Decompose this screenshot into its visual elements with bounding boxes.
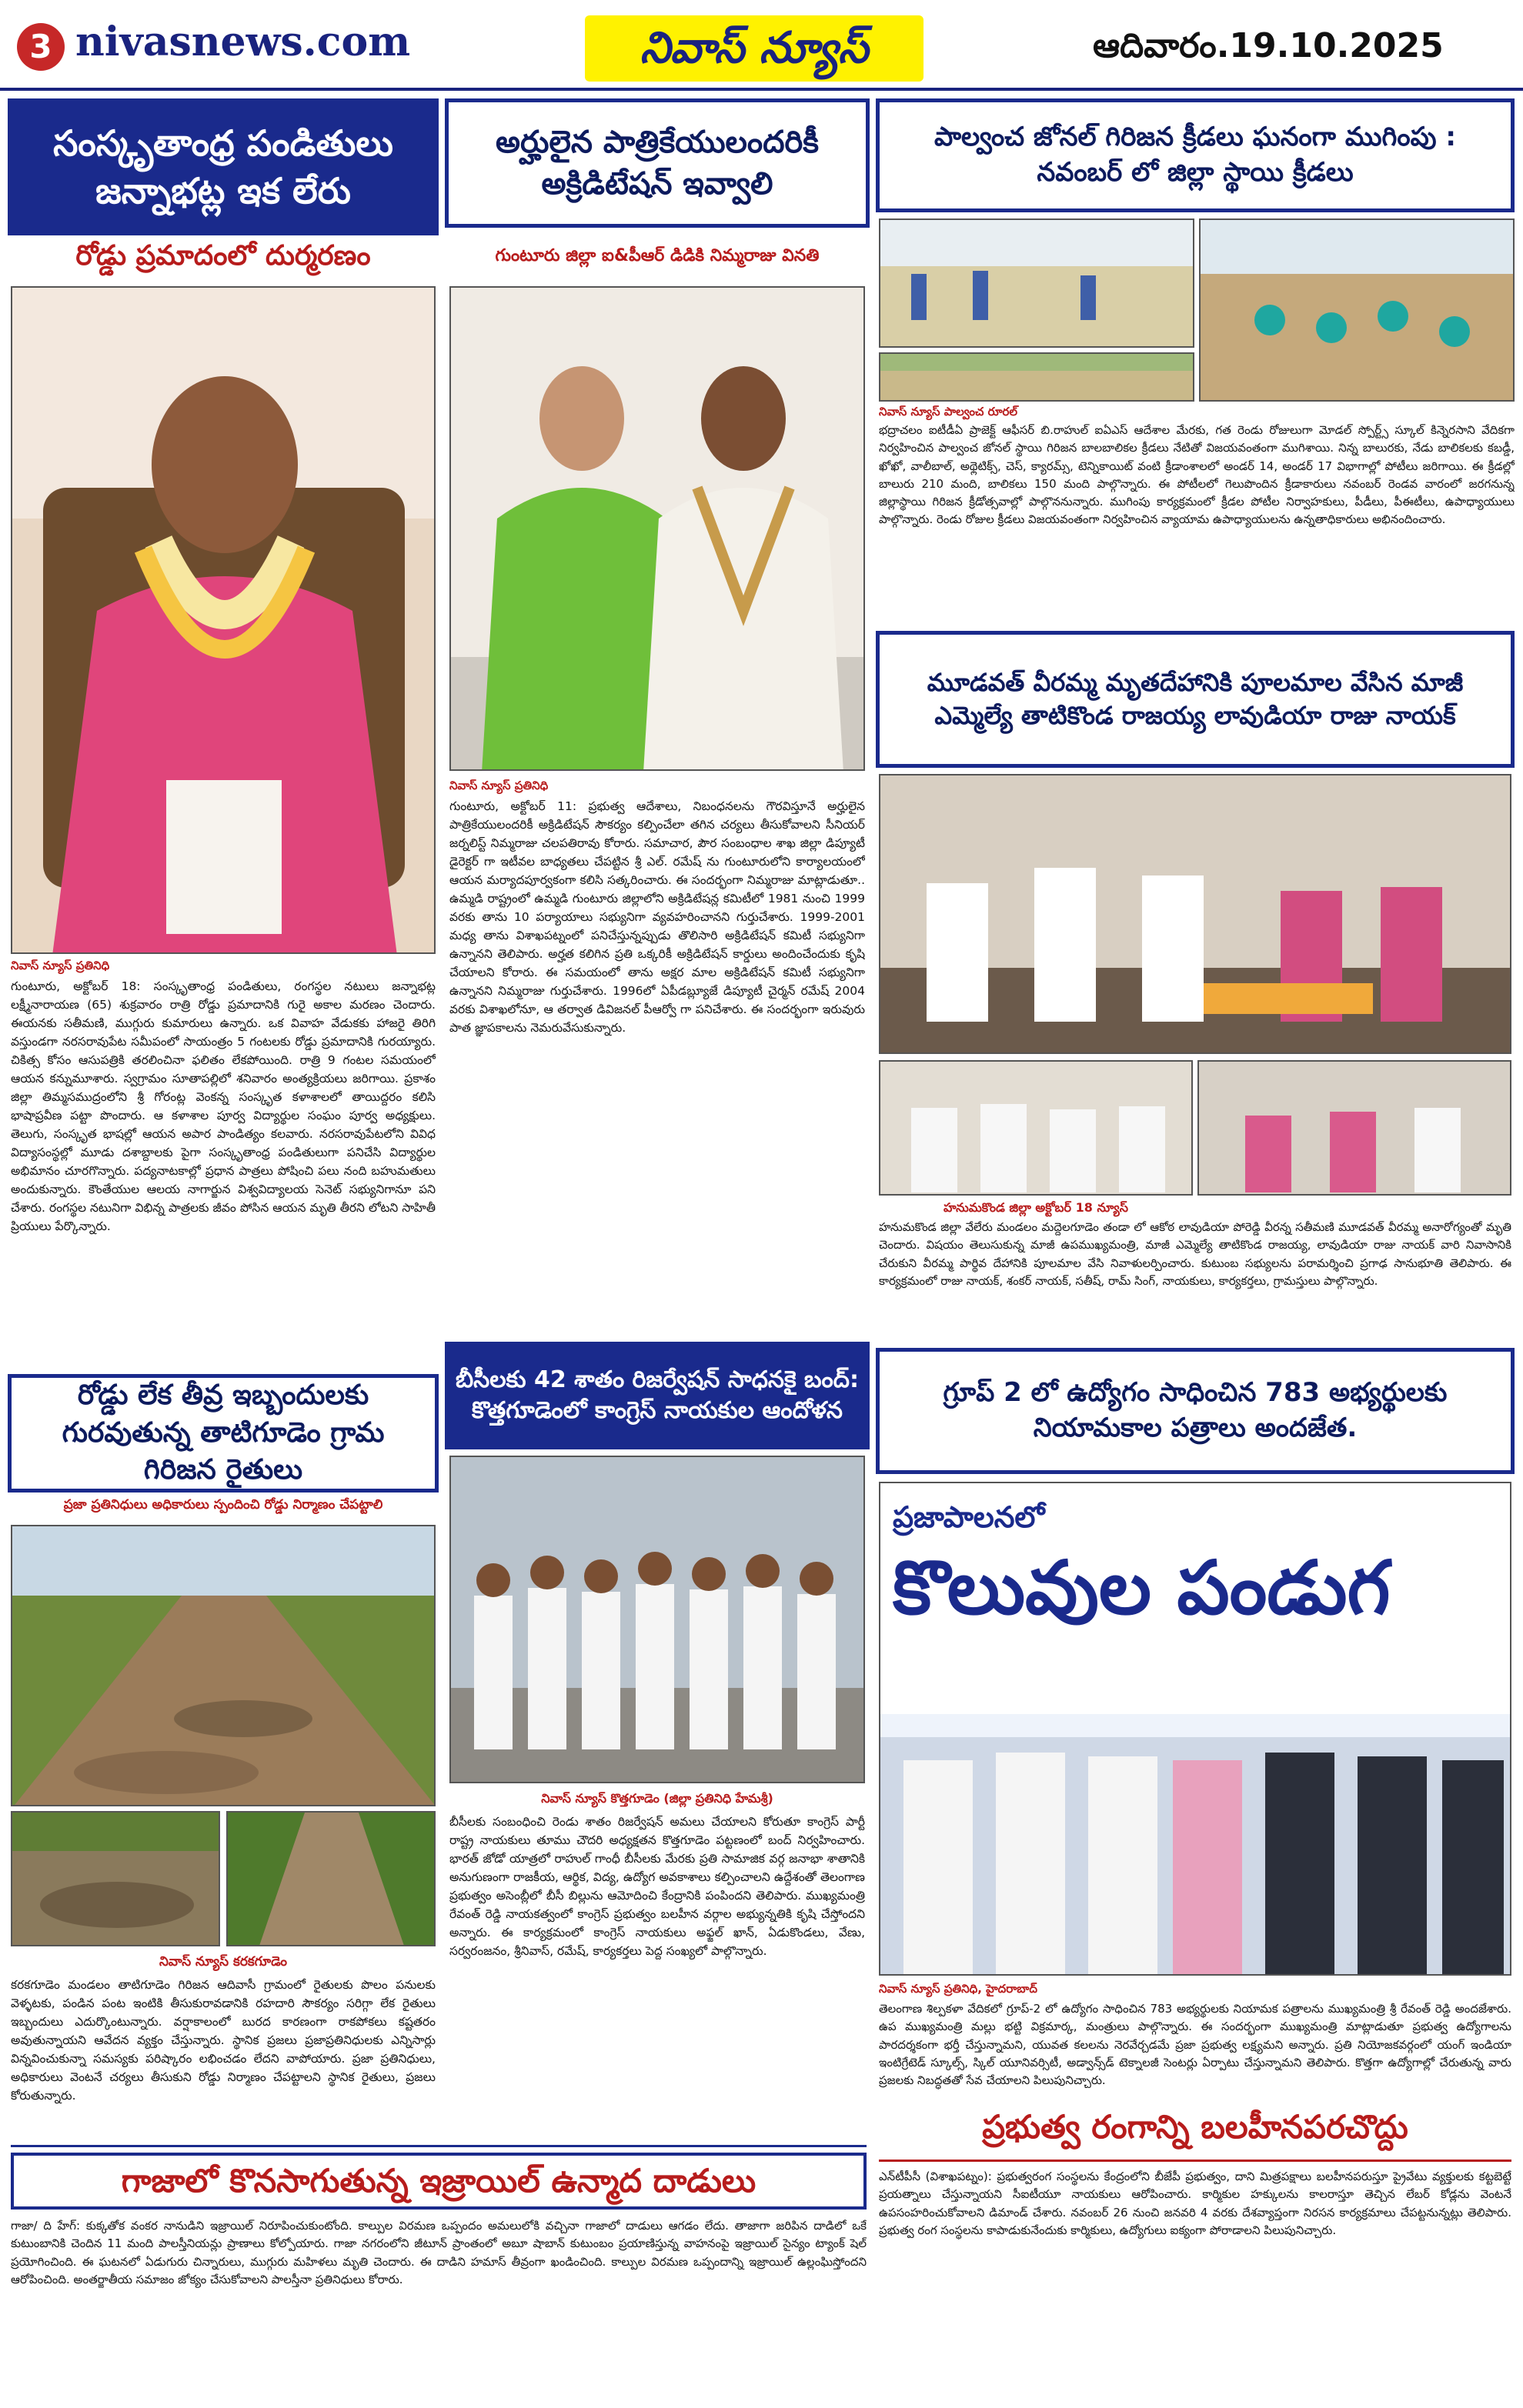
masthead — [0, 0, 1523, 91]
bottom-divider — [11, 2145, 867, 2147]
story2-meeting-photo — [449, 286, 865, 771]
story4-headline: బీసీలకు 42 శాతం రిజర్వేషన్ సాధనకై బంద్: కొత్తగూడెంలో కాంగ్రెస్ నాయకుల ఆందోళన — [445, 1342, 870, 1449]
story3-subhead: ప్రజా ప్రతినిధులు అధికారులు స్పందించి రోడ్డు నిర్మాణం చేపట్టాలి — [63, 1497, 383, 1513]
story9-headline: గాజాలో కొనసాగుతున్న ఇజ్రాయిల్ ఉన్మాద దాడులు — [11, 2153, 867, 2210]
story2-headline: అర్హులైన పాత్రికేయులందరికీ అక్రిడిటేషన్ ఇవ్వాలి — [445, 98, 870, 228]
story7-stage-banner-main: కొలువుల పండుగ — [893, 1545, 1391, 1631]
story6-gathering-photo-left — [879, 1060, 1193, 1196]
page-number-badge: 3 — [17, 23, 65, 71]
story6-body: హనుమకొండ జిల్లా వేలేరు మండలం మద్దెలగూడెం తండా లో ఆకోఠ లావుడియా పోరెడ్డి వీరన్న సతీమణి మూడవత్ వీరమ్మ అనారోగ్యంతో మృతి చెందారు. విషయం తెలుసుకున్న మాజీ ఉపముఖ్యమంత్రి, మాజీ ఎమ్మెల్యే తాటికొండ రాజయ్య, లావుడియా రాజు నాయక్ వారి నివాసానికి చేరుకుని వీరమ్మ పార్థివ దేహానికి పూలమాల వేసి నివాళులర్పించారు. కుటుంబ సభ్యులను పరామర్శించి ప్రగాఢ సానుభూతి తెలిపారు. ఈ కార్యక్రమంలో రాజు నాయక్, శంకర్ నాయక్, సతీష్, రామ్ సింగ్, నాయకులు, కార్యకర్తలు, గ్రామస్తులు పాల్గొన్నారు. — [879, 1220, 1511, 1288]
story7-headline: గ్రూప్ 2 లో ఉద్యోగం సాధించిన 783 అభ్యర్థులకు నియామకాల పత్రాలు అందజేత. — [876, 1348, 1515, 1474]
story5-body: భద్రాచలం ఐటీడీఏ ప్రాజెక్ట్ ఆఫీసర్ బి.రాహుల్ ఐఏఎస్ ఆదేశాల మేరకు, గత రెండు రోజులుగా మోడల్ స్పోర్ట్స్ స్కూల్ కిన్నెరసాని వేదికగా నిర్వహించిన పాల్వంచ జోనల్ స్థాయి గిరిజన బాలబాలికల క్రీడలు నేటితో విజయవంతంగా ముగిశాయి. నిన్న బాలురకు, నేడు బాలికలకు కబడ్డీ, ఖోఖో, వాలీబాల్, అథ్లెటిక్స్, చెస్, క్యారమ్స్, టెన్నికాయిట్ వంటి క్రీడాంశాలలో అండర్ 14, అండర్ 17 విభాగాల్లో పోటీలు జరిగాయి. ఈ క్రీడల్లో బాలురు 210 మంది, బాలికలు 150 మంది పాల్గొన్నారు. ఈ పోటీలలో గెలుపొందిన క్రీడాకారులు నవంబర్ రెండవ వారంలో జరగనున్న జిల్లాస్థాయి గిరిజన క్రీడోత్సవాల్లో పాల్గొననున్నారు. ముగింపు కార్యక్రమంలో క్రీడల పోటీల నిర్వాహకులు, పీడీలు, పీఈటీలు, ఉపాధ్యాయులు పాల్గొన్నారు. రెండు రోజుల క్రీడలు విజయవంతంగా నిర్వహించిన వ్యాయామ ఉపాధ్యాయులను ఉన్నతాధికారులు అభినందించారు. — [879, 423, 1515, 527]
story3-road-photo-right — [226, 1811, 436, 1946]
story7-stage-banner-top: ప్రజాపాలనలో — [893, 1500, 1045, 1534]
story3-mud-road-photo — [11, 1525, 436, 1806]
story8-body: ఎన్‌టీపీసీ (విశాఖపట్నం): ప్రభుత్వరంగ సంస్థలను కేంద్రంలోని బీజేపీ ప్రభుత్వం, దాని మిత్రపక్షాలు బలహీనపరుస్తూ ప్రైవేటు వ్యక్తులకు కట్టబెట్టే ప్రయత్నాలు చేస్తున్నాయని సీఐటీయూ నాయకులు ఆరోపించారు. కార్మికుల హక్కులను కాలరాస్తూ తెచ్చిన లేబర్ కోడ్లను వెంటనే ఉపసంహరించుకోవాలని డిమాండ్ చేశారు. నవంబర్ 26 నుంచి జనవరి 4 వరకు దేశవ్యాప్తంగా నిరసన కార్యక్రమాలు చేపట్టనున్నట్లు తెలిపారు. ప్రభుత్వ రంగ సంస్థలను కాపాడుకునేందుకు కార్మికులు, ఉద్యోగులు ఐక్యంగా పోరాడాలని పిలుపునిచ్చారు. — [879, 2170, 1511, 2237]
story6-gathering-photo-right — [1197, 1060, 1511, 1196]
story7-body: తెలంగాణ శిల్పకళా వేదికలో గ్రూప్-2 లో ఉద్యోగం సాధించిన 783 అభ్యర్థులకు నియామక పత్రాలను ముఖ్యమంత్రి శ్రీ రేవంత్ రెడ్డి అందజేశారు. ఉప ముఖ్యమంత్రి మల్లు భట్టి విక్రమార్క, మంత్రులు పాల్గొన్నారు. ఈ సందర్భంగా ముఖ్యమంత్రి మాట్లాడుతూ ప్రభుత్వ ఉద్యోగాలను పారదర్శకంగా భర్తీ చేస్తున్నామని, యువత కలలను నెరవేర్చడమే ప్రజా ప్రభుత్వ లక్ష్యమని అన్నారు. ప్రతి నియోజకవర్గంలో యంగ్ ఇండియా ఇంటిగ్రేటెడ్ స్కూల్స్, స్కిల్ యూనివర్సిటీ, అడ్వాన్స్‌డ్ టెక్నాలజీ సెంటర్లు ఏర్పాటు చేస్తున్నామని తెలిపారు. కొత్తగా ఉద్యోగాల్లో చేరుతున్న వారు ప్రజలకు నిబద్ధతతో సేవ చేయాలని పిలుపునిచ్చారు. — [879, 2002, 1511, 2087]
story6-headline: మూడవత్ వీరమ్మ మృతదేహానికి పూలమాల వేసిన మాజీ ఎమ్మెల్యే తాటికొండ రాజయ్య లావుడియా రాజు నాయక్ — [876, 631, 1515, 768]
story1-headline: సంస్కృతాంధ్ర పండితులు జన్నాభట్ల ఇక లేరు — [8, 98, 439, 235]
story5-kabaddi-photo — [1199, 218, 1515, 402]
story6-tribute-photo — [879, 774, 1511, 1054]
newspaper-brand: నివాస్ న్యూస్ — [585, 15, 923, 82]
story1-subhead: రోడ్డు ప్రమాదంలో దుర్మరణం — [75, 240, 371, 272]
story3-road-photo-left — [11, 1811, 220, 1946]
story1-body: గుంటూరు, అక్టోబర్ 18: సంస్కృతాంధ్ర పండితులు, రంగస్థల నటులు జన్నాభట్ల లక్ష్మీనారాయణ (65) శుక్రవారం రాత్రి రోడ్డు ప్రమాదానికి గురై అకాల మరణం చెందారు. ఈయనకు సతీమణి, ముగ్గురు కుమారులు ఉన్నారు. ఒక వివాహ వేడుకకు హాజరై తిరిగి వస్తుండగా నరసరావుపేట సమీపంలో సాయంత్రం 5 గంటలకు రోడ్డు ప్రమాదానికి గురయ్యారు. చికిత్స కోసం ఆసుపత్రికి తరలించినా ఫలితం లేకపోయింది. రాత్రి 9 గంటల సమయంలో ఆయన కన్నుమూశారు. స్వగ్రామం సూతాపల్లిలో శనివారం అంత్యక్రియలు జరిగాయి. ప్రకాశం జిల్లా తిమ్మసముద్రంలోని శ్రీ గోరంట్ల వెంకన్న సంస్కృత కళాశాలలో తాయిద్దరం కలిసి భాషాప్రవీణ పట్టా పొందారు. ఆ కళాశాల పూర్వ విద్యార్థుల సంఘం పూర్వ అధ్యక్షులు. తెలుగు, సంస్కృత భాషల్లో ఆయన అపార పాండిత్యం కలవారు. నరసరావుపేటలోని వివిధ విద్యాసంస్థల్లో మూడు దశాబ్దాలకు పైగా సంస్కృతాంధ్ర పండితులుగా పనిచేసి విద్యార్థుల అభిమానం చూరగొన్నారు. పద్యనాటకాల్లో ప్రధాన పాత్రలు పోషించి పలు నంది బహుమతులు అందుకున్నారు. కౌంతేయుల ఆలయ నాగార్జున విశ్వవిద్యాలయ సెనెట్ సభ్యునిగానూ పని చేశారు. రంగస్థల నటునిగా విభిన్న పాత్రలకు జీవం పోసిన ఆయన మృతి తీరని లోటని సాహితీ ప్రియులు పేర్కొన్నారు. — [11, 979, 436, 1234]
story8-headline: ప్రభుత్వ రంగాన్ని బలహీనపరచొద్దు — [879, 2108, 1511, 2162]
story2-body: గుంటూరు, అక్టోబర్ 11: ప్రభుత్వ ఆదేశాలు, నిబంధనలను గౌరవిస్తూనే అర్హులైన పాత్రికేయులందరికీ అక్రిడిటేషన్ సౌకర్యం కల్పించేలా తగిన చర్యలు తీసుకోవాలని సీనియర్ జర్నలిస్ట్ నిమ్మరాజు చలపతిరావు కోరారు. సమాచార, పౌర సంబంధాల శాఖ జిల్లా డిప్యూటీ డైరెక్టర్ గా ఇటీవల బాధ్యతలు చేపట్టిన శ్రీ ఎల్. రమేష్ ను గుంటూరులోని కార్యాలయంలో ఆయన మర్యాదపూర్వకంగా కలిసి సత్కరించారు. ఈ సందర్భంగా నిమ్మరాజు మాట్లాడుతూ.. ఉమ్మడి రాష్ట్రంలో ఉమ్మడి గుంటూరు జిల్లాలోని అక్రిడిటేషన్ల కమిటీలో 1981 నుంచి 1999 వరకు తాను 10 పర్యాయాలు సభ్యునిగా వ్యవహరించానని గుర్తుచేశారు. 1999-2001 మధ్య తాను విశాఖపట్నంలో పనిచేస్తున్నప్పుడు తొలిసారి అక్రిడిటేషన్ కమిటీ సభ్యునిగా ఉన్నానని తెలిపారు. అర్హత కలిగిన ప్రతి ఒక్కరికీ అక్రిడిటేషన్ కార్డులు అందించేందుకు కృషి చేయాలని కోరారు. ఈ సమయంలో తాను అక్షర మాల అక్రిడిటేషన్ కమిటీ సభ్యునిగా ఉన్నానని నిమ్మరాజు గుర్తుచేశారు. 1996లో ఏపీడబ్ల్యూజే డిప్యూటీ చైర్మన్ రమేష్ 2004 వరకు విశాఖలోనూ, ఆ తర్వాత డివిజనల్ పీఆర్వో గా పనిచేశారు. ఈ సందర్భంగా ఇరువురు పాత జ్ఞాపకాలను నెమరువేసుకున్నారు. — [449, 799, 865, 1036]
story4-caption: నివాస్ న్యూస్ కొత్తగూడెం (జిల్లా ప్రతినిధి హేమశ్రీ) — [541, 1791, 773, 1806]
story5-headline: పాల్వంచ జోనల్ గిరిజన క్రీడలు ఘనంగా ముగింపు : నవంబర్ లో జిల్లా స్థాయి క్రీడలు — [876, 98, 1515, 212]
story2-dateline: నివాస్ న్యూస్ ప్రతినిధి — [449, 779, 549, 792]
story7-caption: నివాస్ న్యూస్ ప్రతినిధి, హైదరాబాద్ — [879, 1982, 1037, 1996]
issue-date: ఆదివారం.19.10.2025 — [1093, 26, 1444, 65]
story4-body: బీసీలకు సంబంధించి రెండు శాతం రిజర్వేషన్ అమలు చేయాలని కోరుతూ కాంగ్రెస్ పార్టీ రాష్ట్ర నాయకులు తూము చౌదరి అధ్యక్షతన కొత్తగూడెం పట్టణంలో బంద్ నిర్వహించారు. భారత్ జోడో యాత్రలో రాహుల్ గాంధీ బీసీలకు మేరకు ప్రతి సామాజిక వర్గ జనాభా శాతానికి అనుగుణంగా రాజకీయ, ఆర్థిక, విద్య, ఉద్యోగ అవకాశాలు కల్పించాలని ఉద్దేశంతో తెలంగాణ ప్రభుత్వం అసెంబ్లీలో బీసీ బిల్లును ఆమోదించి కేంద్రానికి పంపిందని తెలిపారు. ముఖ్యమంత్రి రేవంత్ రెడ్డి నాయకత్వంలో కాంగ్రెస్ ప్రభుత్వం బలహీన వర్గాల అభ్యున్నతికి కృషి చేస్తోందని అన్నారు. ఈ కార్యక్రమంలో కాంగ్రెస్ నాయకులు అఫ్జల్ ఖాన్, ఏడుకొండలు, వేణు, సర్వరంజనం, శ్రీనివాస్, రమేష్, కార్యకర్తలు పెద్ద సంఖ్యలో పాల్గొన్నారు. — [449, 1815, 865, 1959]
story3-body: కరకగూడెం మండలం తాటిగూడెం గిరిజన ఆదివాసీ గ్రామంలో రైతులకు పొలం పనులకు వెళ్ళటకు, పండిన పంట ఇంటికి తీసుకురావడానికి రహదారి సౌకర్యం సరిగ్గా లేక రైతులు ఇబ్బందులు ఎదుర్కొంటున్నారు. వర్షాకాలంలో బురద కారణంగా రాకపోకలు కష్టతరం అవుతున్నాయని ఆవేదన వ్యక్తం చేస్తున్నారు. స్థానిక ప్రజలు ప్రజాప్రతినిధులకు ఎన్నిసార్లు విన్నవించుకున్నా సమస్యకు పరిష్కారం లభించడం లేదని వాపోయారు. ప్రజా ప్రతినిధులు, అధికారులు వెంటనే చర్యలు తీసుకుని రోడ్డు నిర్మాణం చేపట్టాలని స్థానిక రైతులు, ప్రజలు కోరుతున్నారు. — [11, 1978, 436, 2103]
story6-caption: హనుమకొండ జిల్లా అక్టోబర్ 18 న్యూస్ — [944, 1200, 1128, 1215]
story2-subhead: గుంటూరు జిల్లా ఐ&పీఆర్ డిడికి నిమ్మరాజు వినతి — [495, 246, 820, 265]
story1-portrait-photo — [11, 286, 436, 954]
story3-headline: రోడ్డు లేక తీవ్ర ఇబ్బందులకు గురవుతున్న తాటిగూడెం గ్రామ గిరిజన రైతులు — [8, 1374, 439, 1492]
story9-body: గాజా/ ది హేగ్: కుక్కతోక వంకర నానుడిని ఇజ్రాయిల్ నిరూపించుకుంటోంది. కాల్పుల విరమణ ఒప్పందం అమలులోకి వచ్చినా గాజాలో దాడులు ఆగడం లేదు. తాజాగా జరిపిన దాడిలో ఒకే కుటుంబానికి చెందిన 11 మంది పాలస్తీనియన్లు ప్రాణాలు కోల్పోయారు. గాజా నగరంలోని జీటూన్ ప్రాంతంలో అబూ షాబాన్ కుటుంబం ప్రయాణిస్తున్న వాహనంపై ఇజ్రాయిల్ సైన్యం ట్యాంక్ షెల్ ప్రయోగించింది. ఈ ఘటనలో ఏడుగురు చిన్నారులు, ముగ్గురు మహిళలు మృతి చెందారు. ఈ దాడిని హమాస్ తీవ్రంగా ఖండించింది. కాల్పుల విరమణ ఒప్పందాన్ని ఇజ్రాయిల్ ఉల్లంఘిస్తోందని ఆరోపించింది. అంతర్జాతీయ సమాజం జోక్యం చేసుకోవాలని పాలస్తీనా ప్రతినిధులు కోరారు. — [11, 2219, 867, 2286]
story5-caption: నివాస్ న్యూస్ పాల్వంచ రూరల్ — [879, 405, 1018, 419]
story3-dateline: నివాస్ న్యూస్ కరకగూడెం — [159, 1954, 288, 1969]
story1-dateline: నివాస్ న్యూస్ ప్రతినిధి — [11, 959, 110, 972]
site-url[interactable]: nivasnews.com — [75, 18, 411, 65]
story5-sports-photo-1 — [879, 218, 1194, 348]
story5-sports-photo-2 — [879, 352, 1194, 402]
story4-protest-photo — [449, 1456, 865, 1783]
portrait-illustration — [12, 288, 436, 954]
